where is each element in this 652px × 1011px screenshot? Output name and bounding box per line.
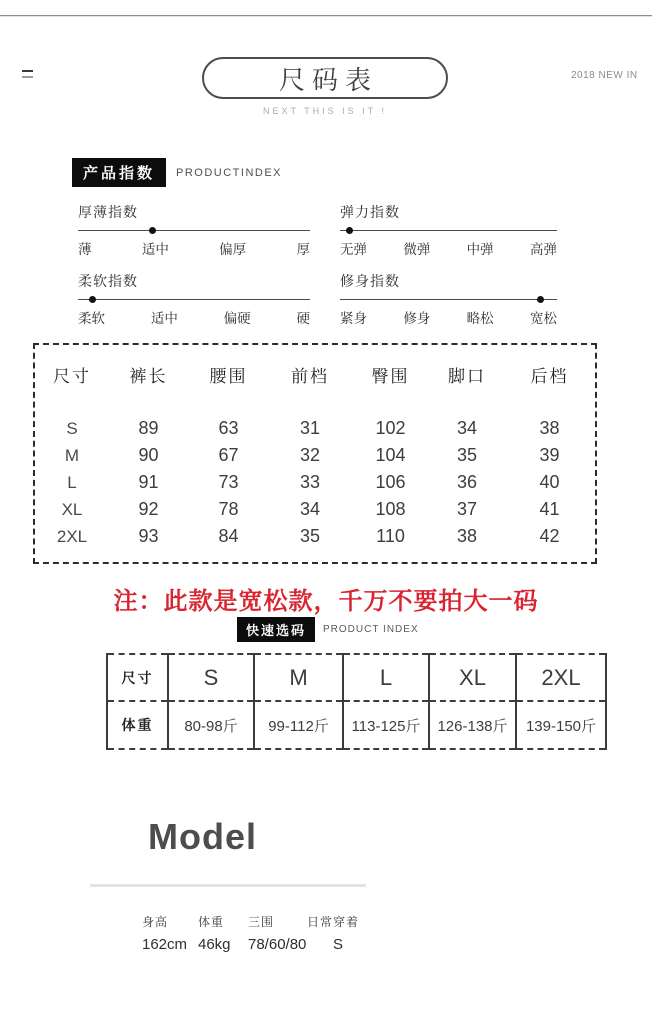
quick-select-table <box>106 653 607 750</box>
quick-select-table-box <box>106 653 607 750</box>
quick-select-section-label <box>237 617 419 642</box>
measure-cell: 38 <box>539 418 560 438</box>
product-index-tag: 产品指数 <box>72 158 166 187</box>
model-stat-value: 46kg <box>198 936 231 953</box>
measure-cell: 35 <box>456 445 478 465</box>
size-chart-header-row <box>35 345 595 403</box>
quick-select-size-row <box>107 654 606 701</box>
size-chart-row <box>35 496 595 523</box>
measure-cell: 42 <box>539 526 560 546</box>
scale-options <box>78 307 310 327</box>
scale-track <box>340 299 557 300</box>
scale-option: 高弹 <box>529 242 557 257</box>
measure-cell: 108 <box>375 499 406 519</box>
size-chart-header-cell: 前档 <box>291 366 329 386</box>
quick-select-tag-en: PRODUCT INDEX <box>323 624 419 635</box>
scale-option: 紧身 <box>340 311 367 326</box>
scale-dot-marker <box>346 227 353 234</box>
quick-select-tag: 快速选码 <box>237 617 315 642</box>
scale-option: 修身 <box>403 311 431 326</box>
scale-track <box>78 230 310 231</box>
size-chart-row <box>35 415 595 442</box>
page-title: 尺码表 <box>278 64 378 95</box>
tagline: NEXT THIS IS IT ! <box>262 106 388 116</box>
new-in-badge: 2018 NEW IN <box>571 70 638 81</box>
measure-cell: 34 <box>456 418 478 438</box>
measure-cell: 33 <box>299 472 321 492</box>
quick-weight-cell: 139-150斤 <box>516 701 606 749</box>
spacer-row <box>35 403 595 415</box>
model-stat-label: 体重 <box>198 915 225 929</box>
measure-cell: 34 <box>299 499 321 519</box>
quick-weight-label: 体重 <box>107 701 168 749</box>
size-cell: L <box>67 472 77 492</box>
scale-option: 中弹 <box>466 242 494 257</box>
scale-option: 偏厚 <box>219 242 247 257</box>
scale-option: 偏硬 <box>223 311 251 326</box>
model-stat <box>248 913 307 953</box>
scale-option: 适中 <box>141 242 169 257</box>
quick-weight-cell: 80-98斤 <box>168 701 254 749</box>
quick-axis-label: 尺寸 <box>107 654 168 701</box>
model-stat-label: 身高 <box>142 915 169 929</box>
model-stats <box>142 913 369 953</box>
measure-cell: 41 <box>539 499 560 519</box>
page-title-box <box>202 57 448 99</box>
quick-weight-cell: 126-138斤 <box>429 701 516 749</box>
measure-cell: 73 <box>218 472 239 492</box>
size-chart-row <box>35 442 595 469</box>
scale-name: 厚薄指数 <box>78 204 138 220</box>
hamburger-icon <box>22 70 33 82</box>
size-cell: S <box>66 418 78 438</box>
measure-cell: 104 <box>375 445 406 465</box>
scale-option: 微弹 <box>403 242 431 257</box>
scale-track <box>78 299 310 300</box>
size-chart-row <box>35 469 595 496</box>
scale-dot-marker <box>149 227 156 234</box>
size-chart-header-cell: 脚口 <box>448 366 486 386</box>
scale-option: 厚 <box>296 242 310 257</box>
quick-size-cell: 2XL <box>516 654 606 701</box>
scale-option: 宽松 <box>529 311 557 326</box>
size-chart-header-cell: 臀围 <box>371 366 410 386</box>
scale-name: 弹力指数 <box>340 204 400 220</box>
measure-cell: 90 <box>138 445 159 465</box>
quick-size-cell: L <box>343 654 429 701</box>
model-stat-value: 162cm <box>142 936 188 953</box>
measure-cell: 38 <box>456 526 478 546</box>
measure-cell: 110 <box>376 526 405 546</box>
index-scales <box>78 202 557 327</box>
measure-cell: 32 <box>299 445 321 465</box>
size-cell: XL <box>61 499 83 519</box>
measure-cell: 36 <box>456 472 478 492</box>
product-index-section-label <box>72 158 282 187</box>
model-stat-label: 三围 <box>248 915 275 929</box>
size-cell: 2XL <box>56 526 88 546</box>
measure-cell: 84 <box>218 526 239 546</box>
scale-name: 修身指数 <box>340 273 400 289</box>
quick-size-cell: XL <box>429 654 516 701</box>
size-warning-note: 注：此款是宽松款，千万不要拍大一码 <box>113 588 539 615</box>
top-divider-line <box>0 15 652 17</box>
size-chart-header-cell: 后档 <box>530 366 569 386</box>
scale-option: 硬 <box>296 311 310 326</box>
model-stat <box>307 913 369 953</box>
scale-option: 略松 <box>466 311 494 326</box>
model-stat-label: 日常穿着 <box>307 915 360 929</box>
measure-cell: 35 <box>299 526 321 546</box>
index-scale <box>340 271 557 327</box>
measure-cell: 102 <box>375 418 406 438</box>
size-chart-table <box>35 345 595 550</box>
measure-cell: 91 <box>138 472 159 492</box>
size-chart-header-cell: 尺寸 <box>53 366 91 386</box>
quick-size-cell: S <box>168 654 254 701</box>
measure-cell: 93 <box>138 526 159 546</box>
measure-cell: 92 <box>138 499 159 519</box>
measure-cell: 106 <box>375 472 406 492</box>
index-scale <box>340 202 557 258</box>
index-scale <box>78 271 310 327</box>
quick-weight-cell: 99-112斤 <box>254 701 343 749</box>
measure-cell: 63 <box>218 418 239 438</box>
size-chart-body <box>35 403 595 550</box>
product-index-tag-en: PRODUCTINDEX <box>176 166 283 179</box>
model-divider <box>90 884 366 887</box>
spacer-cell <box>35 403 595 415</box>
measure-cell: 78 <box>218 499 239 519</box>
measure-cell: 39 <box>539 445 560 465</box>
index-scale <box>78 202 310 258</box>
scale-dot-marker <box>89 296 96 303</box>
measure-cell: 89 <box>138 418 159 438</box>
size-chart-table-box <box>33 343 597 564</box>
measure-cell: 67 <box>218 445 239 465</box>
scale-option: 柔软 <box>78 311 105 326</box>
scale-option: 无弹 <box>340 242 367 257</box>
quick-size-cell: M <box>254 654 343 701</box>
scale-dot-marker <box>537 296 544 303</box>
model-stat <box>198 913 248 953</box>
scale-option: 适中 <box>150 311 178 326</box>
model-stat <box>142 913 198 953</box>
scale-option: 薄 <box>78 242 92 257</box>
scale-options <box>340 238 557 258</box>
measure-cell: 31 <box>299 418 321 438</box>
scale-name: 柔软指数 <box>78 273 138 289</box>
size-chart-row <box>35 523 595 550</box>
size-chart-header-cell: 裤长 <box>129 366 168 386</box>
quick-select-weight-row <box>107 701 606 749</box>
quick-weight-cell: 113-125斤 <box>343 701 429 749</box>
model-title: Model <box>148 816 257 857</box>
scale-options <box>78 238 310 258</box>
size-cell: M <box>64 445 80 465</box>
measure-cell: 40 <box>539 472 560 492</box>
model-stat-value: S <box>332 936 343 953</box>
scale-track <box>340 230 557 231</box>
model-stat-value: 78/60/80 <box>248 936 307 953</box>
size-chart-header-cell: 腰围 <box>209 366 248 386</box>
measure-cell: 37 <box>456 499 478 519</box>
scale-options <box>340 307 557 327</box>
